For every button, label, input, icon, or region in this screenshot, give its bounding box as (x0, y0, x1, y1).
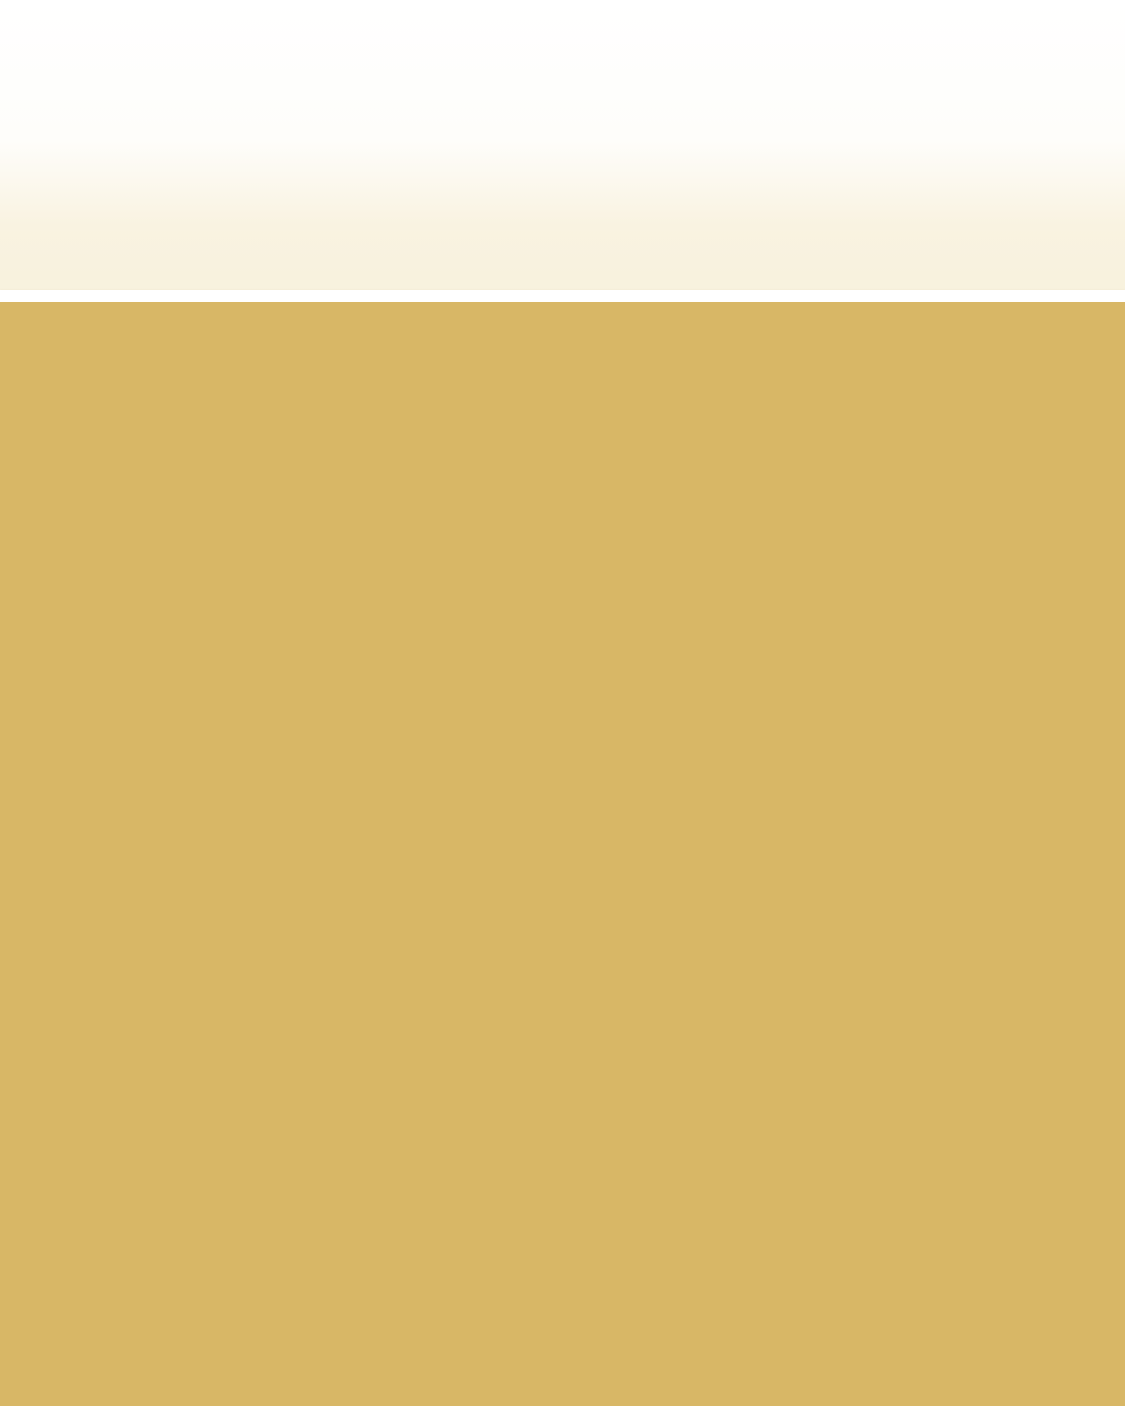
independence-anniversary-header (0, 192, 1125, 226)
masthead (0, 0, 1125, 192)
tickets-phone-footer (0, 302, 1125, 1406)
season-opening-header (0, 226, 1125, 290)
footer-divider (0, 290, 1125, 302)
